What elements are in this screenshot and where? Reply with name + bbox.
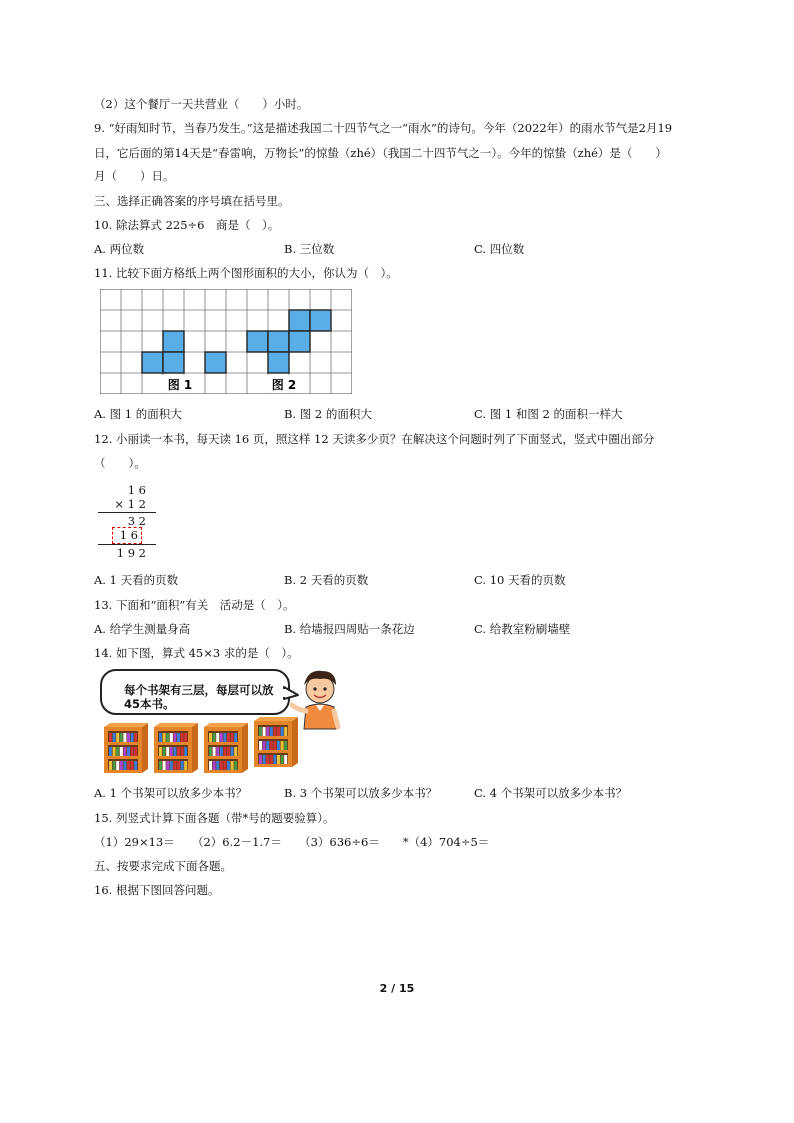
boy-icon bbox=[292, 671, 338, 729]
figure-1-label: 图 1 bbox=[167, 378, 193, 392]
calc-multiplier: × 1 2 bbox=[114, 497, 146, 511]
restaurant-subquestion: （2）这个餐厅一天共营业（ ）小时。 bbox=[94, 97, 309, 111]
calc-rule-1 bbox=[98, 512, 156, 513]
q14-option-a[interactable]: A. 1 个书架可以放多少本书？ bbox=[94, 786, 248, 800]
section-5-heading: 五、按要求完成下面各题。 bbox=[94, 859, 232, 873]
q10-option-c[interactable]: C. 四位数 bbox=[474, 242, 525, 256]
q11-option-b[interactable]: B. 图 2 的面积大 bbox=[284, 407, 372, 421]
q13-option-b[interactable]: B. 给墙报四周贴一条花边 bbox=[284, 622, 415, 636]
figure-2-cell bbox=[268, 331, 289, 352]
q16-stem: 16. 根据下图回答问题。 bbox=[94, 883, 220, 897]
section-3-heading: 三、选择正确答案的序号填在括号里。 bbox=[94, 194, 290, 208]
vertical-multiplication bbox=[94, 481, 160, 561]
q12-stem-line-2: （ ）。 bbox=[94, 456, 146, 470]
q9-line-2: 日，它后面的第14天是“春雷响，万物长”的惊蛰（zhé）（我国二十四节气之一）。今年的惊蛰（zhé）是（ ） bbox=[94, 146, 667, 160]
q14-option-c[interactable]: C. 4 个书架可以放多少本书？ bbox=[474, 786, 628, 800]
bookshelf-icon bbox=[154, 723, 198, 773]
bookshelf-scene bbox=[98, 665, 343, 777]
q14-option-b[interactable]: B. 3 个书架可以放多少本书？ bbox=[284, 786, 438, 800]
q11-stem: 11. 比较下面方格纸上两个图形面积的大小，你认为（ ）。 bbox=[94, 266, 398, 280]
q13-stem: 13. 下面和“面积”有关 活动是（ ）。 bbox=[94, 598, 295, 612]
calc-partial-2: 1 6 bbox=[119, 528, 138, 542]
q13-option-a[interactable]: A. 给学生测量身高 bbox=[94, 622, 191, 636]
q14-stem: 14. 如下图，算式 45×3 求的是（ ）。 bbox=[94, 646, 299, 660]
calc-multiplicand: 1 6 bbox=[127, 483, 146, 497]
q9-line-3: 月（ ）日。 bbox=[94, 169, 175, 183]
page-number: 2 / 15 bbox=[379, 982, 415, 995]
calc-product: 1 9 2 bbox=[116, 546, 146, 560]
bookshelf-icon bbox=[204, 723, 248, 773]
speech-bubble-text: 每个书架有三层，每层可以放45本书。 bbox=[124, 683, 274, 711]
q12-option-a[interactable]: A. 1 天看的页数 bbox=[94, 573, 179, 587]
figure-1-cell bbox=[163, 331, 184, 352]
q10-stem: 10. 除法算式 225÷6 商是（ ）。 bbox=[94, 218, 280, 232]
figure-1-cell bbox=[163, 352, 184, 373]
figure-2-cell bbox=[289, 331, 310, 352]
figure-2-cell bbox=[247, 331, 268, 352]
q15-stem: 15. 列竖式计算下面各题（带*号的题要验算）。 bbox=[94, 811, 335, 825]
q11-option-a[interactable]: A. 图 1 的面积大 bbox=[94, 407, 182, 421]
q11-option-c[interactable]: C. 图 1 和图 2 的面积一样大 bbox=[474, 407, 623, 421]
q12-option-c[interactable]: C. 10 天看的页数 bbox=[474, 573, 566, 587]
q9-line-1: 9. “好雨知时节，当春乃发生。”这是描述我国二十四节气之一“雨水”的诗句。今年（2022年）的雨水节气是2月19 bbox=[94, 121, 673, 135]
figure-2-cell bbox=[289, 310, 310, 331]
q10-option-b[interactable]: B. 三位数 bbox=[284, 242, 335, 256]
bookshelf-icon bbox=[254, 717, 298, 767]
calc-rule-2 bbox=[98, 544, 156, 545]
q13-option-c[interactable]: C. 给教室粉刷墙壁 bbox=[474, 622, 571, 636]
q12-stem-line-1: 12. 小丽读一本书，每天读 16 页，照这样 12 天读多少页？在解决这个问题时列了下面竖式，竖式中圈出部分 bbox=[94, 432, 655, 446]
calc-partial-1: 3 2 bbox=[127, 514, 146, 528]
grid-figure bbox=[100, 289, 352, 394]
figure-2-label: 图 2 bbox=[271, 378, 297, 392]
q15-items: （1）29×13＝ （2）6.2－1.7＝ （3）636÷6＝ *（4）704÷5＝ bbox=[94, 835, 490, 849]
q10-option-a[interactable]: A. 两位数 bbox=[94, 242, 145, 256]
figure-2-cell bbox=[268, 352, 289, 373]
figure-1-cell bbox=[205, 352, 226, 373]
bookshelf-icon bbox=[104, 723, 148, 773]
figure-2-cell bbox=[310, 310, 331, 331]
q12-option-b[interactable]: B. 2 天看的页数 bbox=[284, 573, 369, 587]
figure-1-cell bbox=[142, 352, 163, 373]
